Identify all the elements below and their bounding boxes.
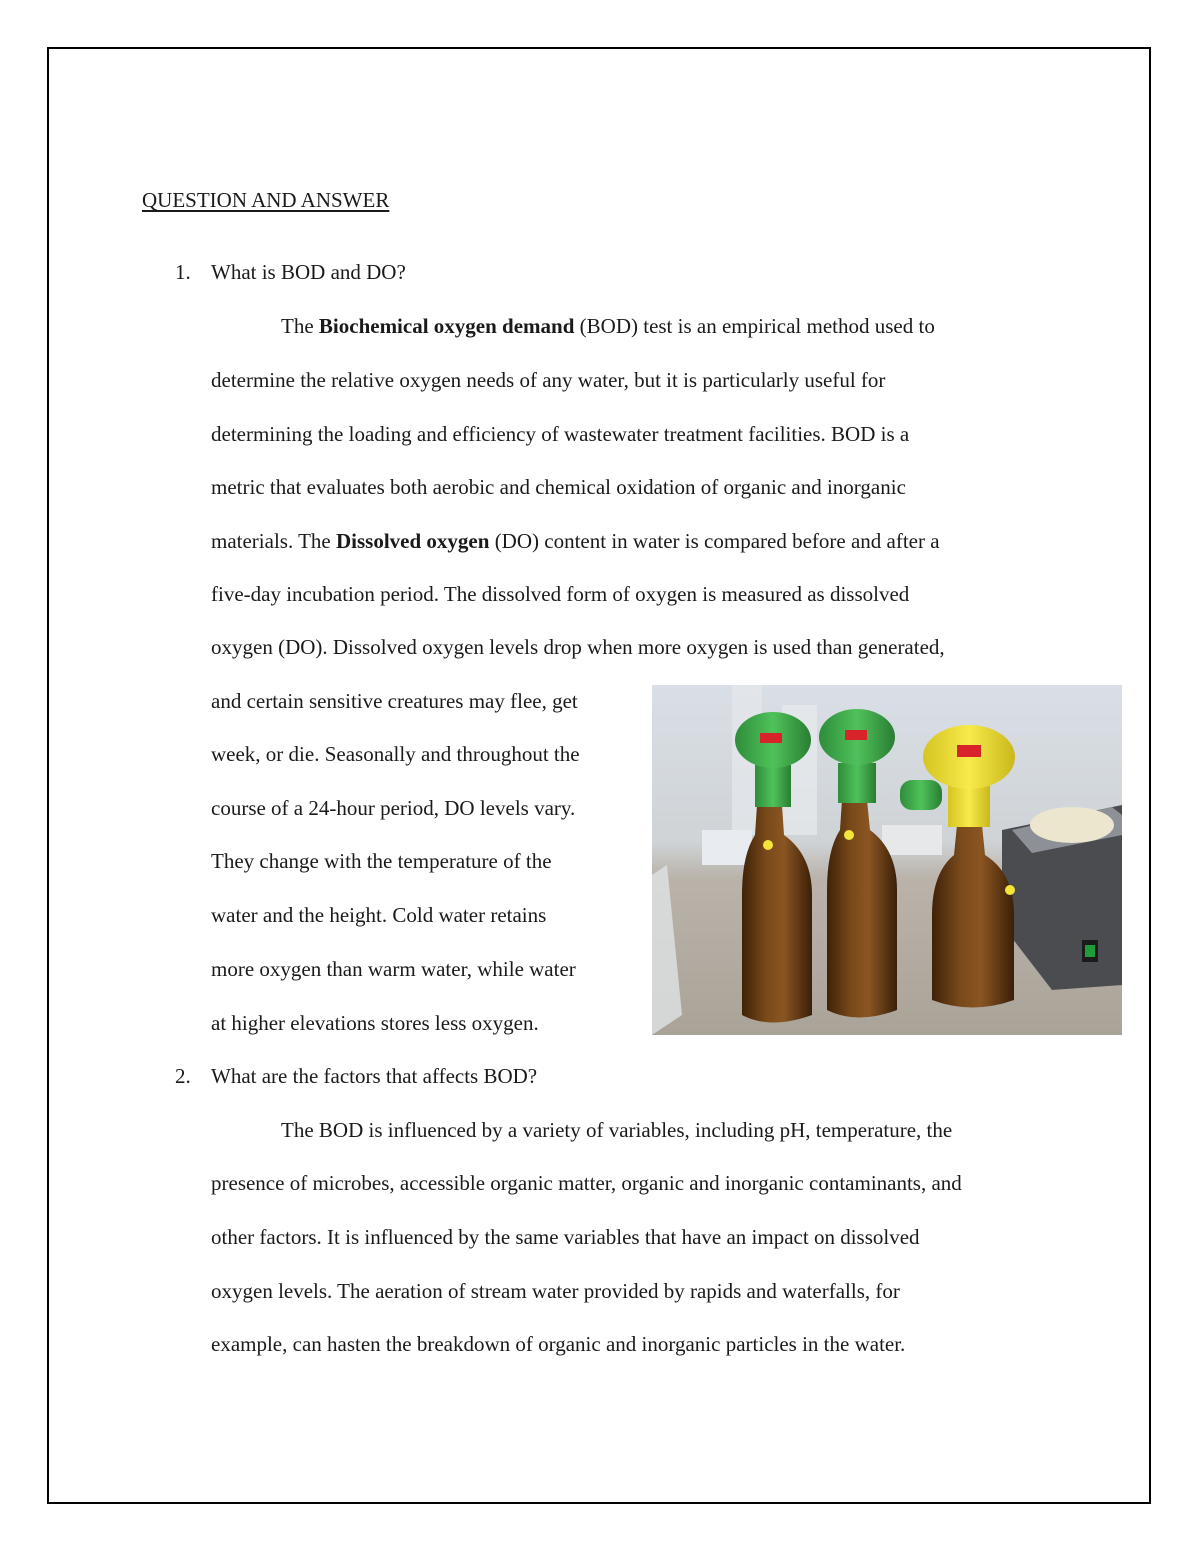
answer-line: determine the relative oxygen needs of any water, but it is particularly useful for	[211, 368, 886, 392]
answer-line: other factors. It is influenced by the same variables that have an impact on dissolved	[211, 1225, 920, 1249]
answer-line: and certain sensitive creatures may flee, get	[211, 689, 578, 713]
answer-line: The Biochemical oxygen demand (BOD) test is an empirical method used to	[281, 314, 935, 338]
question-number: 1.	[175, 260, 191, 284]
answer-line: materials. The Dissolved oxygen (DO) content in water is compared before and after a	[211, 529, 940, 553]
question-text: What is BOD and DO?	[211, 260, 406, 284]
page-title: QUESTION AND ANSWER	[142, 188, 390, 212]
answer-line: five-day incubation period. The dissolved form of oxygen is measured as dissolved	[211, 582, 910, 606]
question-text: What are the factors that affects BOD?	[211, 1064, 538, 1088]
answer-line: They change with the temperature of the	[211, 849, 552, 873]
answer-line: week, or die. Seasonally and throughout the	[211, 742, 580, 766]
answer-line: oxygen (DO). Dissolved oxygen levels drop when more oxygen is used than generated,	[211, 635, 945, 659]
answer-line: metric that evaluates both aerobic and chemical oxidation of organic and inorganic	[211, 475, 906, 499]
answer-line: oxygen levels. The aeration of stream water provided by rapids and waterfalls, for	[211, 1279, 900, 1303]
answer-line: presence of microbes, accessible organic matter, organic and inorganic contaminants, and	[211, 1171, 962, 1195]
bod-bottles-photo	[652, 685, 1122, 1035]
answer-line: more oxygen than warm water, while water	[211, 957, 576, 981]
term-do: Dissolved oxygen	[336, 529, 490, 553]
term-bod: Biochemical oxygen demand	[318, 314, 575, 338]
answer-line: water and the height. Cold water retains	[211, 903, 547, 927]
answer-line: example, can hasten the breakdown of organic and inorganic particles in the water.	[211, 1332, 906, 1356]
answer-line: determining the loading and efficiency of wastewater treatment facilities. BOD is a	[211, 422, 910, 446]
question-number: 2.	[175, 1064, 191, 1088]
answer-line: at higher elevations stores less oxygen.	[211, 1011, 539, 1035]
answer-line: course of a 24-hour period, DO levels vary.	[211, 796, 576, 820]
answer-line: The BOD is influenced by a variety of variables, including pH, temperature, the	[281, 1118, 953, 1142]
